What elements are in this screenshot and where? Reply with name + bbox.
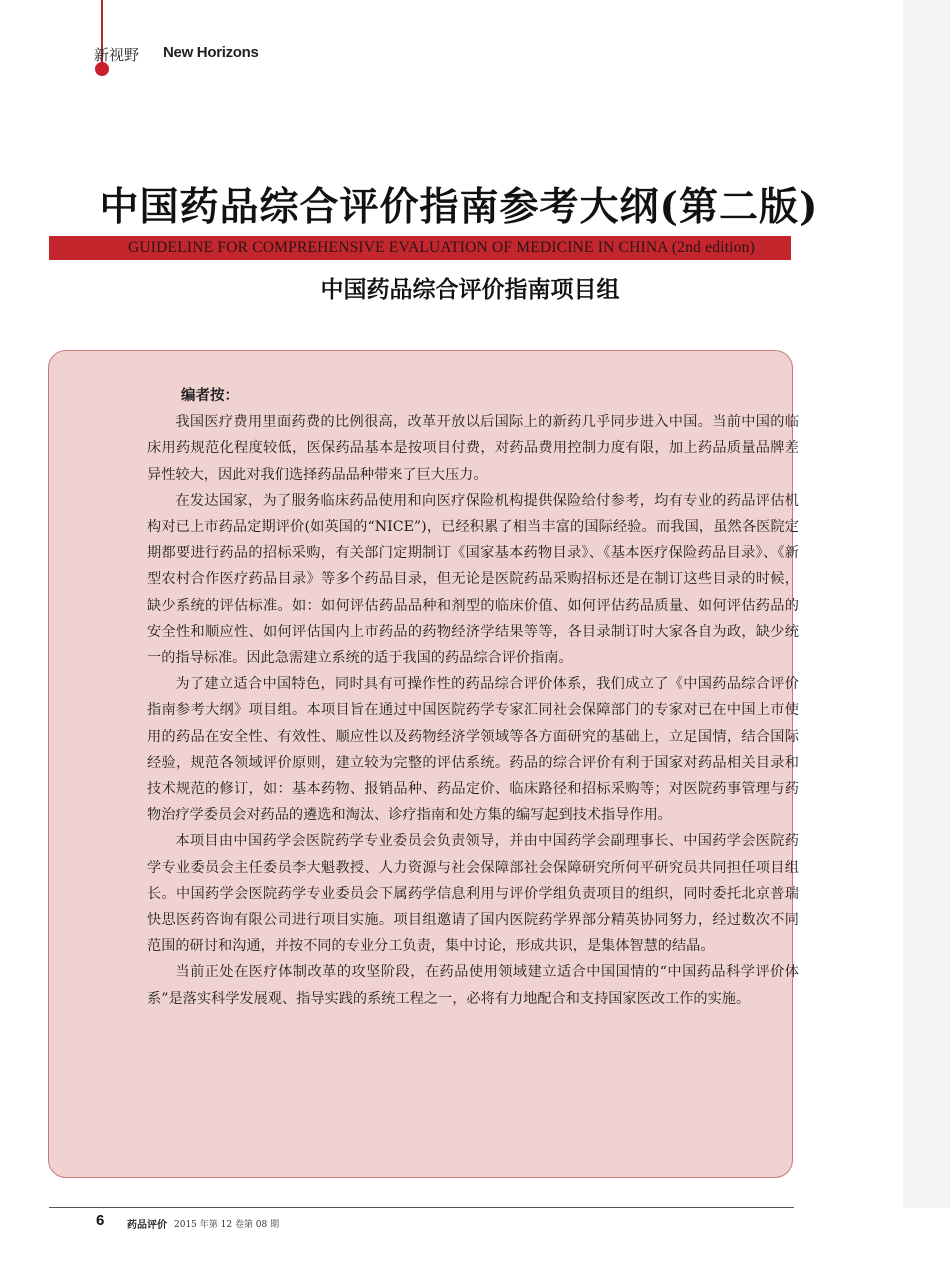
journal-name: 药品评价 bbox=[127, 1220, 167, 1231]
editor-note-paragraph: 当前正处在医疗体制改革的攻坚阶段，在药品使用领域建立适合中国国情的“中国药品科学评价体系”是落实科学发展观、指导实践的系统工程之一，必将有力地配合和支持国家医改工作的实施。 bbox=[147, 964, 799, 1007]
article-title: 中国药品综合评价指南参考大纲(第二版) bbox=[99, 184, 819, 231]
editor-note-paragraph: 我国医疗费用里面药费的比例很高，改革开放以后国际上的新药几乎同步进入中国。当前中国的临床用药规范化程度较低，医保药品基本是按项目付费，对药品费用控制力度有限，加上药品质量品牌差异性较大，因此对我们选择药品品种带来了巨大压力。 bbox=[147, 414, 799, 483]
section-label-en: New Horizons bbox=[163, 44, 259, 61]
editor-note-paragraph: 在发达国家，为了服务临床药品使用和向医疗保险机构提供保险给付参考，均有专业的药品评估机构对已上市药品定期评价(如英国的“NICE”)，已经积累了相当丰富的国际经验。而我国，虽然各医院定期都要进行药品的招标采购，有关部门定期制订《国家基本药物目录》、《基本医疗保险药品目录》、《新型农村合作医疗药品目录》等多个药品目录，但无论是医院药品采购招标还是在制订这些目录的时候，缺少系统的评估标准。如：如何评估药品品种和剂型的临床价值、如何评估药品质量、如何评估药品的安全性和顺应性、如何评估国内上市药品的药物经济学结果等等，各目录制订时大家各自为政，缺少统一的指导标准。因此急需建立系统的适于我国的药品综合评价指南。 bbox=[147, 492, 799, 667]
footer-divider bbox=[49, 1207, 794, 1208]
page-number: 6 bbox=[96, 1212, 105, 1229]
article-title-en: GUIDELINE FOR COMPREHENSIVE EVALUATION OF MEDICINE IN CHINA (2nd edition) bbox=[128, 239, 755, 256]
editor-note bbox=[147, 383, 799, 1012]
journal-issue: 2015 年第 12 卷第 08 期 bbox=[174, 1220, 280, 1230]
section-label-cn: 新视野 bbox=[94, 46, 140, 64]
article-author: 中国药品综合评价指南项目组 bbox=[320, 276, 620, 303]
editor-note-heading: 编者按： bbox=[181, 388, 239, 404]
editor-note-paragraph: 为了建立适合中国特色，同时具有可操作性的药品综合评价体系，我们成立了《中国药品综合评价指南参考大纲》项目组。本项目旨在通过中国医院药学专家汇同社会保障部门的专家对已在中国上市使用的药品在安全性、有效性、顺应性以及药物经济学领域等各方面研究的基础上，立足国情，结合国际经验，规范各领域评价原则，建立较为完整的评估系统。药品的综合评价有利于国家对药品相关目录和技术规范的修订，如：基本药物、报销品种、药品定价、临床路径和招标采购等；对医院药事管理与药物治疗学委员会对药品的遴选和淘汰、诊疗指南和处方集的编写起到技术指导作用。 bbox=[147, 676, 799, 824]
editor-note-paragraph: 本项目由中国药学会医院药学专业委员会负责领导，并由中国药学会副理事长、中国药学会医院药学专业委员会主任委员李大魁教授、人力资源与社会保障部社会保障研究所何平研究员共同担任项目组长。中国药学会医院药学专业委员会下属药学信息利用与评价学组负责项目的组织，同时委托北京普瑞快思医药咨询有限公司进行项目实施。项目组邀请了国内医院药学界部分精英协同努力，经过数次不同范围的研讨和沟通，并按不同的专业分工负责，集中讨论，形成共识，是集体智慧的结晶。 bbox=[147, 833, 799, 955]
